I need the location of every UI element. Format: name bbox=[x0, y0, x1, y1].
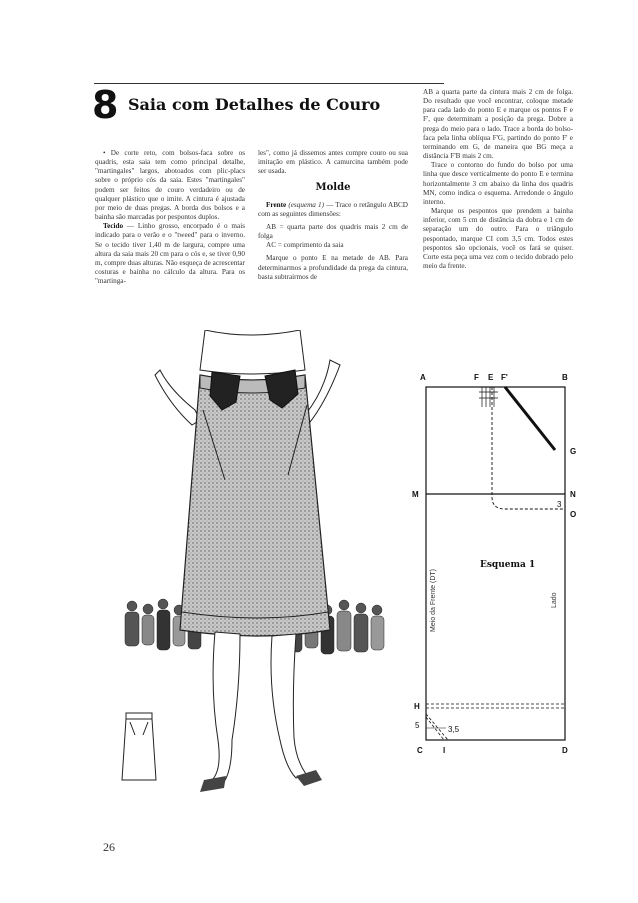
point-f-prime: F' bbox=[501, 373, 508, 382]
frente-label: Frente bbox=[266, 200, 287, 209]
pocket-paragraph: Trace o contorno do fundo do bolso por uma linha que desce verticalmente do ponto E e termina horizontalmente 3 cm abaixo da linha dos quadris MN, como indica o esquema. Arredonde o ângulo interno. bbox=[423, 161, 573, 206]
point-i: I bbox=[443, 746, 446, 755]
hem-paragraph: Marque os pespontos que prendem a bainha inferior, com 5 cm de distância da dobra e 1 cm de separação um do outro. Para o triângulo pespontado, marque CI com 3,5 cm. Todos estes pespontos são opcionais, você os fará se quiser. Corte esta peça uma vez com o tecido dobrado pelo meio da frente. bbox=[423, 207, 573, 270]
frente-paragraph: — Trace o retângulo ABCD com as seguintes dimensões: bbox=[258, 200, 408, 218]
header-rule bbox=[94, 83, 444, 84]
point-d: D bbox=[562, 746, 568, 755]
flat-sketch bbox=[122, 713, 156, 780]
center-front-label: Meio da Frente (DT) bbox=[430, 568, 437, 632]
esquema-title: Esquema 1 bbox=[480, 560, 536, 570]
formula-ab: AB = quarta parte dos quadris mais 2 cm de folga bbox=[258, 222, 408, 241]
point-f: F bbox=[474, 373, 479, 382]
molde-heading: Molde bbox=[315, 182, 351, 194]
continuation-paragraph: les", como já dissemos antes compre couro ou sua imitação em plástico. A camurcina também pode ser usada. bbox=[258, 149, 408, 176]
point-e: E bbox=[488, 373, 494, 382]
point-o: O bbox=[570, 510, 577, 519]
tecido-paragraph: — Linho grosso, encorpado é o mais indicado para o verão e o "tweed" para o inverno. Se o tecido tiver 1,40 m de largura, compre uma altura da saia mais 20 cm para o cós e, se tiver 0,90 m, compre duas alturas. Não esqueça de acrescentar costuras e bainha no cálculo da altura. Para os "martinga- bbox=[95, 222, 245, 286]
tecido-label: Tecido bbox=[103, 222, 124, 231]
point-a: A bbox=[420, 373, 426, 382]
dim-3-5: 3,5 bbox=[448, 725, 460, 734]
chapter-title: Saia com Detalhes de Couro bbox=[128, 95, 381, 114]
text-column-1 bbox=[95, 149, 245, 286]
pleat-paragraph: AB a quarta parte da cintura mais 2 cm de folga. Do resultado que você encontrar, coloque metade para cada lado do ponto E e marque os pontos F e F', que determinam a posição da prega. Dobre a prega do meio para o lado. Trace a borda do bolso-faca pela linha oblíqua F'G, partindo do ponto F' e terminando em G, de maneira que BG meça a distância F'B mais 2 cm. bbox=[423, 88, 573, 161]
frente-ref: (esquema 1) bbox=[286, 200, 324, 209]
point-c: C bbox=[417, 746, 423, 755]
page-number: 26 bbox=[103, 840, 115, 854]
chapter-number: 8 bbox=[92, 83, 119, 127]
pattern-diagram bbox=[410, 362, 590, 762]
dim-3: 3 bbox=[557, 500, 562, 509]
point-g: G bbox=[570, 447, 577, 456]
skirt-illustration bbox=[100, 330, 410, 810]
text-column-2 bbox=[258, 149, 408, 282]
text-column-3 bbox=[423, 88, 573, 271]
intro-paragraph: • De corte reto, com bolsos-faca sobre os quadris, esta saia tem como principal detalhe, "martingales" largos, abotoados com plic-placs sobre o próprio cós da saia. Estes "martingales" podem ser feitos de couro verdadeiro ou de qualquer plástico que o imite. A cintura é ajustada por meio de duas pregas. A borda dos bolsos e a bainha são marcadas por pespontos duplos. bbox=[95, 149, 245, 222]
side-label: Lado bbox=[551, 592, 558, 608]
point-n: N bbox=[570, 490, 576, 499]
point-b: B bbox=[562, 373, 568, 382]
point-h: H bbox=[414, 702, 420, 711]
formula-ac: AC = comprimento da saia bbox=[266, 241, 344, 250]
point-e-paragraph: Marque o ponto E na metade de AB. Para determinarmos a profundidade da prega da cintura, basta subtrairmos de bbox=[258, 254, 408, 281]
point-m: M bbox=[412, 490, 419, 499]
dim-5: 5 bbox=[415, 721, 420, 730]
